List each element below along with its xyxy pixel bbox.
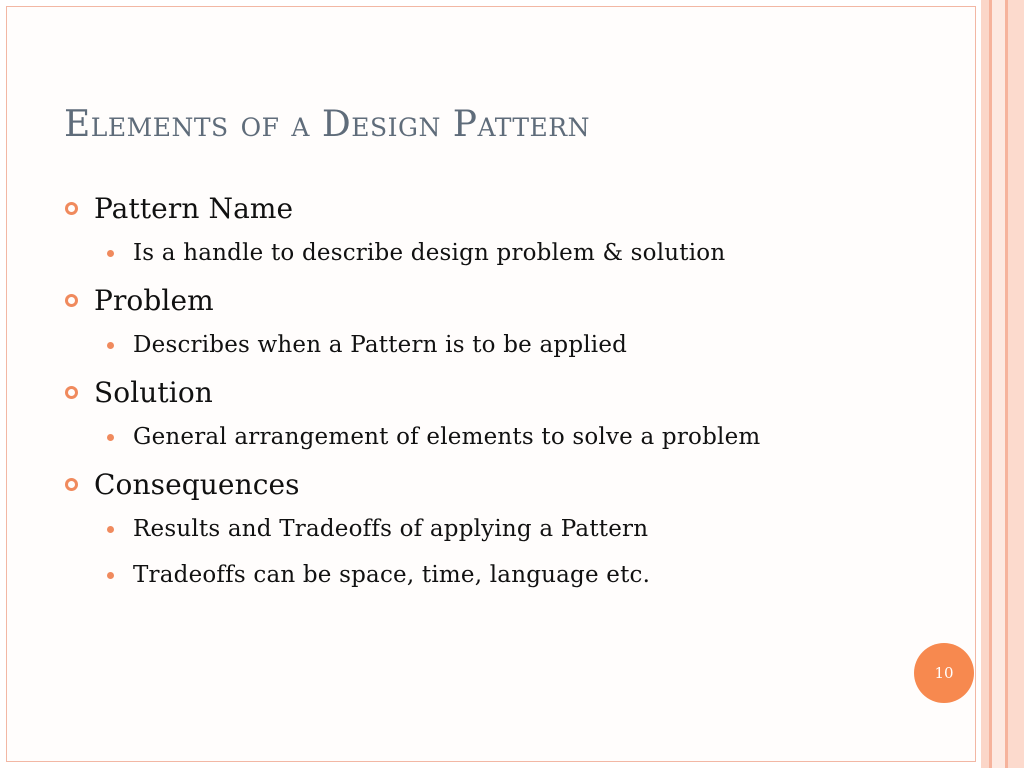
sub-bullet-item: [62, 230, 942, 276]
bullet-item: [62, 462, 942, 506]
bullet-list: [62, 186, 942, 600]
bullet-group-consequences: [62, 462, 942, 598]
bullet-label: Consequences: [94, 467, 300, 501]
sub-bullet-label: Is a handle to describe design problem & solution: [133, 240, 726, 266]
bullet-group-problem: [62, 278, 942, 368]
sub-bullet-label: Describes when a Pattern is to be applied: [133, 332, 628, 358]
bullet-item: [62, 278, 942, 322]
circle-bullet-icon: [65, 386, 78, 399]
decorative-stripe: [992, 0, 1005, 768]
dot-bullet-icon: [107, 434, 114, 441]
sub-bullet-item: [62, 506, 942, 552]
bullet-label: Problem: [94, 283, 214, 317]
bullet-label: Pattern Name: [94, 191, 294, 225]
bullet-label: Solution: [94, 375, 213, 409]
sub-bullet-item: [62, 322, 942, 368]
bullet-group-solution: [62, 370, 942, 460]
decorative-stripe: [981, 0, 989, 768]
circle-bullet-icon: [65, 294, 78, 307]
circle-bullet-icon: [65, 202, 78, 215]
decorative-stripe: [1008, 0, 1024, 768]
slide-title: Elements of a Design Pattern: [64, 104, 590, 145]
bullet-group-pattern-name: [62, 186, 942, 276]
circle-bullet-icon: [65, 478, 78, 491]
dot-bullet-icon: [107, 250, 114, 257]
sub-bullet-label: General arrangement of elements to solve a problem: [133, 424, 761, 450]
sub-bullet-item: [62, 552, 942, 598]
sub-bullet-label: Tradeoffs can be space, time, language etc.: [133, 562, 651, 588]
sub-bullet-label: Results and Tradeoffs of applying a Pattern: [133, 516, 649, 542]
dot-bullet-icon: [107, 526, 114, 533]
bullet-item: [62, 370, 942, 414]
dot-bullet-icon: [107, 572, 114, 579]
bullet-item: [62, 186, 942, 230]
sub-bullet-item: [62, 414, 942, 460]
dot-bullet-icon: [107, 342, 114, 349]
page-number-badge: 10: [914, 643, 974, 703]
